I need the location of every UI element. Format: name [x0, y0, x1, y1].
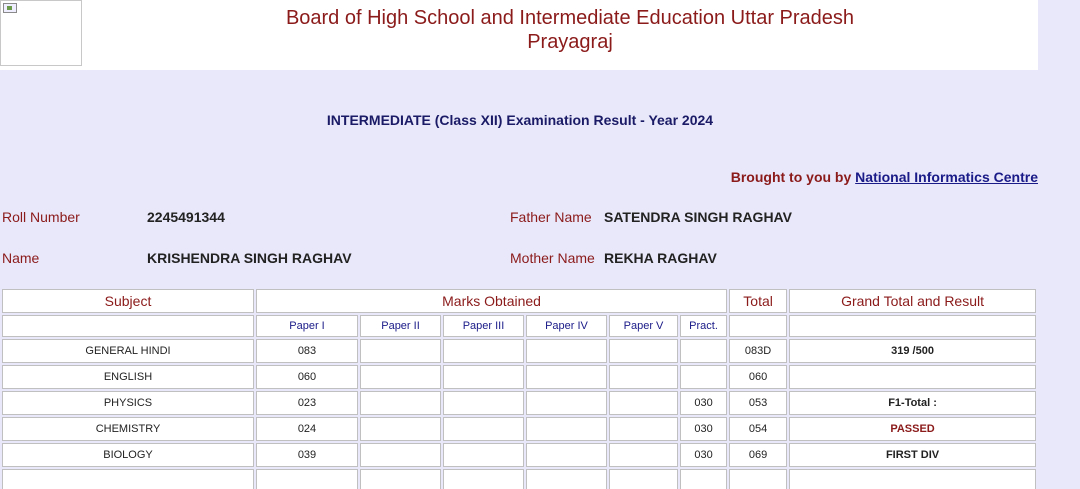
practical-header: Pract.	[680, 315, 727, 337]
total-cell: 069	[729, 443, 787, 467]
paper-1-cell: 039	[256, 443, 358, 467]
subheader-row	[2, 315, 1036, 337]
paper-4-cell	[526, 391, 607, 415]
result-cell	[789, 365, 1036, 389]
credit-line	[731, 169, 1038, 185]
paper-2-cell	[360, 391, 441, 415]
paper-5-cell	[609, 417, 678, 441]
table-row	[2, 339, 1036, 363]
header-row	[2, 289, 1036, 313]
total-cell: 053	[729, 391, 787, 415]
paper-3-cell	[443, 339, 524, 363]
paper-2-cell	[360, 365, 441, 389]
empty-cell	[526, 469, 607, 489]
board-logo	[0, 0, 82, 66]
credit-prefix: Brought to you by	[730, 169, 852, 185]
subheader-blank	[729, 315, 787, 337]
paper-2-cell	[360, 443, 441, 467]
empty-cell	[609, 469, 678, 489]
paper-4-cell	[526, 365, 607, 389]
subheader-blank	[2, 315, 254, 337]
total-cell: 083D	[729, 339, 787, 363]
paper-1-header: Paper I	[256, 315, 358, 337]
paper-5-cell	[609, 391, 678, 415]
marks-obtained-header: Marks Obtained	[256, 289, 727, 313]
total-header: Total	[729, 289, 787, 313]
practical-cell	[680, 339, 727, 363]
practical-cell: 030	[680, 417, 727, 441]
subject-cell: GENERAL HINDI	[2, 339, 254, 363]
paper-1-cell: 023	[256, 391, 358, 415]
paper-2-cell	[360, 417, 441, 441]
practical-cell: 030	[680, 443, 727, 467]
empty-cell	[443, 469, 524, 489]
practical-cell: 030	[680, 391, 727, 415]
paper-3-header: Paper III	[443, 315, 524, 337]
paper-5-cell	[609, 365, 678, 389]
result-label-cell: F1-Total :	[789, 391, 1036, 415]
roll-number-label: Roll Number	[2, 209, 80, 225]
paper-3-cell	[443, 417, 524, 441]
subject-cell: BIOLOGY	[2, 443, 254, 467]
table-row	[2, 469, 1036, 489]
roll-number-value: 2245491344	[147, 209, 225, 225]
marks-table	[0, 287, 1038, 489]
mother-name-label: Mother Name	[510, 250, 595, 266]
table-row	[2, 443, 1036, 467]
subheader-blank	[789, 315, 1036, 337]
subject-header: Subject	[2, 289, 254, 313]
subject-cell: ENGLISH	[2, 365, 254, 389]
paper-4-header: Paper IV	[526, 315, 607, 337]
father-name-label: Father Name	[510, 209, 592, 225]
empty-cell	[360, 469, 441, 489]
empty-cell	[729, 469, 787, 489]
broken-image-icon	[3, 3, 17, 13]
name-value: KRISHENDRA SINGH RAGHAV	[147, 250, 352, 266]
practical-cell	[680, 365, 727, 389]
paper-1-cell: 083	[256, 339, 358, 363]
paper-3-cell	[443, 391, 524, 415]
nic-link[interactable]: National Informatics Centre	[855, 169, 1038, 185]
table-row	[2, 365, 1036, 389]
total-cell: 054	[729, 417, 787, 441]
paper-3-cell	[443, 443, 524, 467]
division-cell: FIRST DIV	[789, 443, 1036, 467]
subject-cell: PHYSICS	[2, 391, 254, 415]
board-title-line1: Board of High School and Intermediate Education Uttar Pradesh	[285, 7, 855, 29]
board-title	[200, 6, 940, 54]
paper-3-cell	[443, 365, 524, 389]
paper-4-cell	[526, 417, 607, 441]
table-row	[2, 417, 1036, 441]
subject-cell: CHEMISTRY	[2, 417, 254, 441]
paper-1-cell: 024	[256, 417, 358, 441]
grand-total-header: Grand Total and Result	[789, 289, 1036, 313]
paper-2-cell	[360, 339, 441, 363]
paper-5-cell	[609, 339, 678, 363]
paper-5-cell	[609, 443, 678, 467]
table-row	[2, 391, 1036, 415]
name-label: Name	[2, 250, 40, 266]
paper-1-cell: 060	[256, 365, 358, 389]
paper-4-cell	[526, 339, 607, 363]
total-cell: 060	[729, 365, 787, 389]
paper-4-cell	[526, 443, 607, 467]
father-name-value: SATENDRA SINGH RAGHAV	[604, 209, 792, 225]
exam-title: INTERMEDIATE (Class XII) Examination Result - Year 2024	[326, 112, 714, 128]
paper-2-header: Paper II	[360, 315, 441, 337]
empty-cell	[2, 469, 254, 489]
empty-cell	[256, 469, 358, 489]
empty-cell	[680, 469, 727, 489]
paper-5-header: Paper V	[609, 315, 678, 337]
grand-total-cell: 319 /500	[789, 339, 1036, 363]
empty-cell	[789, 469, 1036, 489]
result-status-cell: PASSED	[789, 417, 1036, 441]
board-title-line2: Prayagraj	[527, 31, 613, 53]
mother-name-value: REKHA RAGHAV	[604, 250, 717, 266]
header-bar	[0, 0, 1038, 70]
